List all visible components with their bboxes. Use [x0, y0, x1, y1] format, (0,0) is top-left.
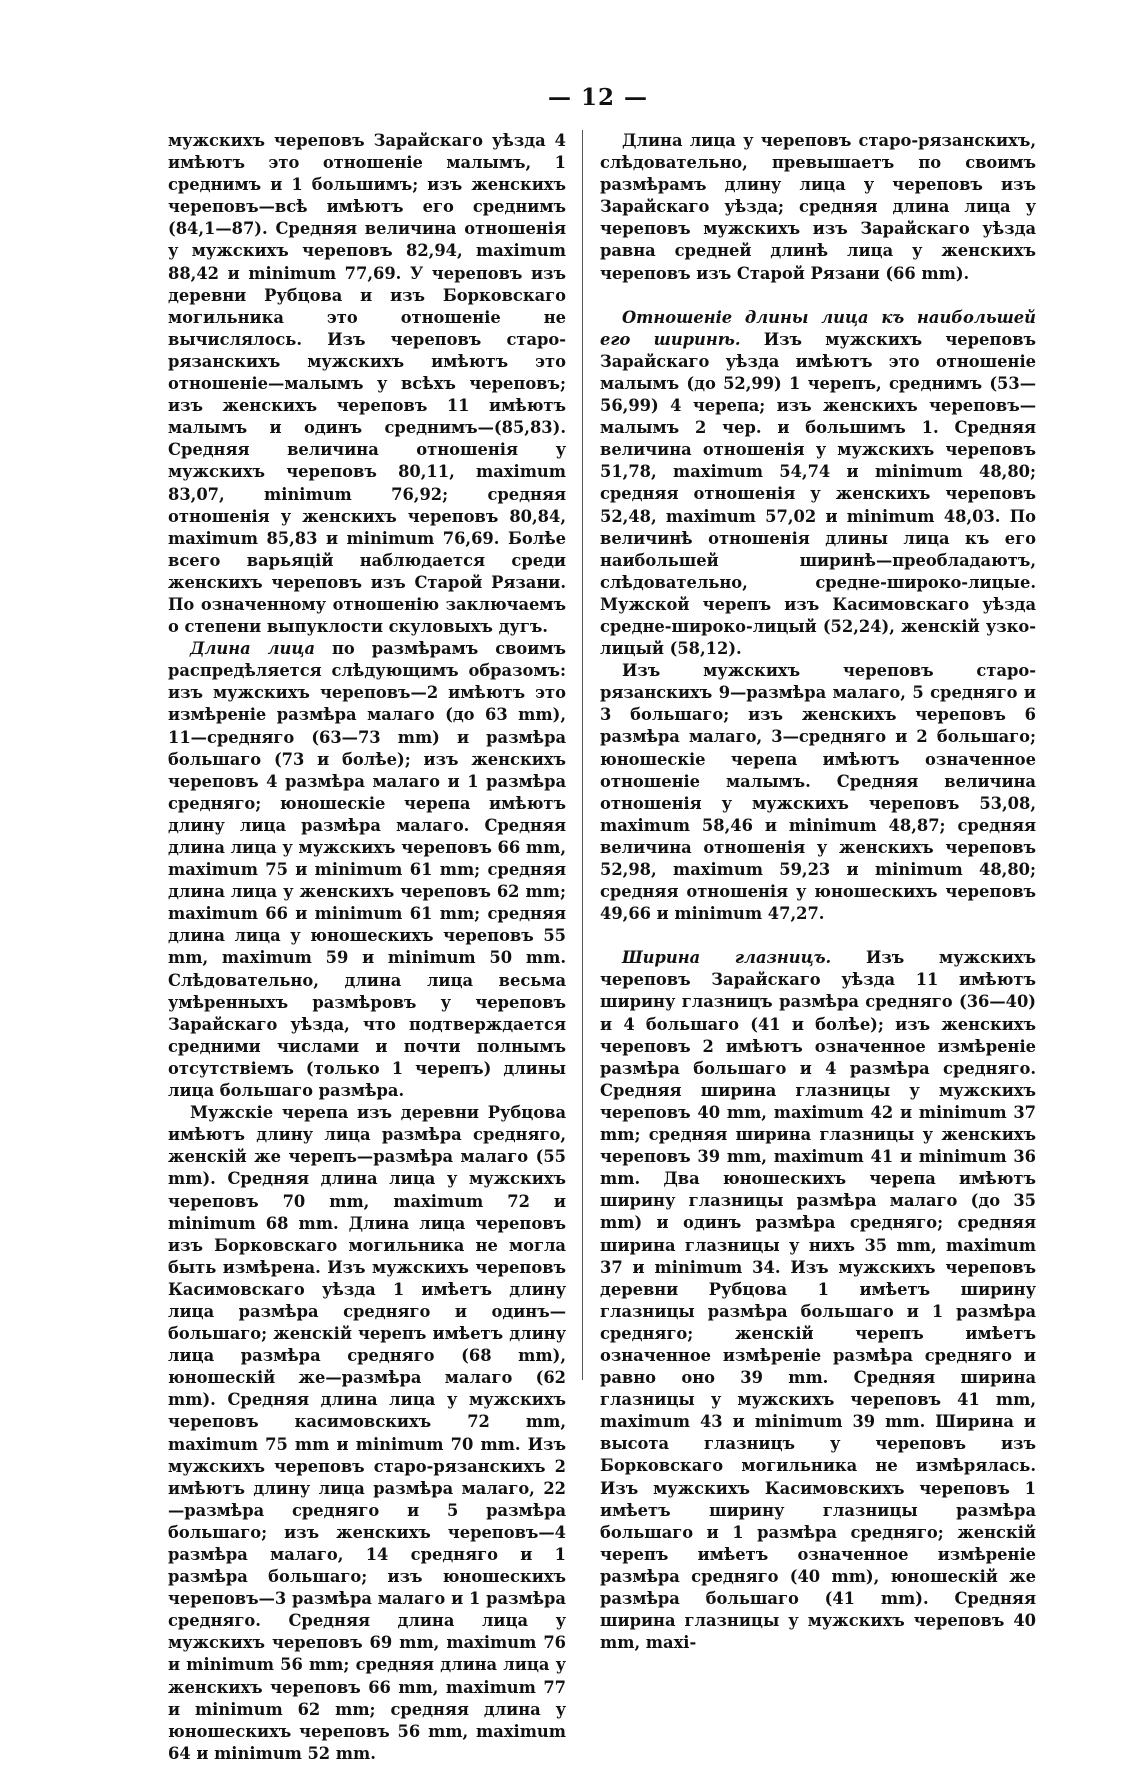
section-heading: Ширина глазницъ. — [622, 948, 832, 968]
left-column — [168, 130, 566, 1765]
section-heading: Отношеніе длины лица къ наибольшей его ширинѣ. — [600, 307, 1036, 349]
paragraph: Изъ мужскихъ череповъ старо-рязанскихъ 9—размѣра малаго, 5 средняго и 3 большаго; изъ женскихъ череповъ 6 размѣра малаго, 3—средняго и 2 большаго; юношескіе черепа имѣютъ означенное отношеніе малымъ. Средняя величина отношенія у мужскихъ череповъ 53,08, maximum 58,46 и minimum 48,87; средняя величина отношенія у женскихъ череповъ 52,98, maximum 59,23 и minimum 48,80; средняя отношенія у юношескихъ череповъ 49,66 и minimum 47,27. — [600, 661, 1036, 924]
page-number: — 12 — — [548, 84, 649, 111]
paragraph-text: Изъ мужскихъ череповъ Зарайскаго уѣзда имѣютъ это отношеніе малымъ (до 52,99) 1 черепъ, среднимъ (53—56,99) 4 черепа; изъ женскихъ череповъ—малымъ 2 чер. и большимъ 1. Средняя величина отношенія у мужскихъ череповъ 51,78, maximum 54,74 и minimum 48,80; средняя отношенія у женскихъ череповъ 52,48, maximum 57,02 и minimum 48,03. По величинѣ отношенія длины лица къ его наибольшей ширинѣ—преобладаютъ, слѣдовательно, средне-широко-лицые. Мужской черепъ изъ Касимовскаго уѣзда средне-широко-лицый (52,24), женскій узко-лицый (58,12). — [600, 329, 1036, 659]
column-divider — [582, 130, 583, 1380]
section-heading: Длина лица — [190, 639, 316, 659]
paragraph-orbit-width — [600, 947, 1036, 1654]
paragraph: Длина лица у череповъ старо-рязанскихъ, слѣдовательно, превышаетъ по своимъ размѣрамъ длину лица у череповъ изъ Зарайскаго уѣзда; средняя длина лица у череповъ мужскихъ изъ Зарайскаго уѣзда равна средней длинѣ лица у женскихъ череповъ изъ Старой Рязани (66 mm). — [600, 131, 1036, 283]
paragraph: мужскихъ череповъ Зарайскаго уѣзда 4 имѣютъ это отношеніе малымъ, 1 среднимъ и 1 большимъ; изъ женскихъ череповъ—всѣ имѣютъ его среднимъ (84,1—87). Средняя величина отношенія у мужскихъ череповъ 82,94, maximum 88,42 и minimum 77,69. У череповъ изъ деревни Рубцова и изъ Борковскаго могильника это отношеніе не вычислялось. Изъ череповъ старо-рязанскихъ мужскихъ имѣютъ это отношеніе—малымъ у всѣхъ череповъ; изъ женскихъ череповъ 11 имѣютъ малымъ и одинъ среднимъ—(85,83). Средняя величина отношенія у мужскихъ череповъ 80,11, maximum 83,07, minimum 76,92; средняя отношенія у женскихъ череповъ 80,84, maximum 85,83 и minimum 76,69. Болѣе всего варьяцій наблюдается среди женскихъ череповъ изъ Старой Рязани. По означенному отношенію заключаемъ о степени выпуклости скуловыхъ дугъ. — [168, 131, 566, 637]
right-column — [600, 130, 1036, 1654]
paragraph-face-ratio — [600, 307, 1036, 661]
paragraph: Мужскіе черепа изъ деревни Рубцова имѣютъ длину лица размѣра средняго, женскій же черепъ—размѣра малаго (55 mm). Средняя длина лица у мужскихъ череповъ 70 mm, maximum 72 и minimum 68 mm. Длина лица череповъ изъ Борковскаго могильника не могла быть измѣрена. Изъ мужскихъ череповъ Касимовскаго уѣзда 1 имѣетъ длину лица размѣра средняго и одинъ—большаго; женскій черепъ имѣетъ длину лица размѣра средняго (68 mm), юношескій же—размѣра малаго (62 mm). Средняя длина лица у мужскихъ череповъ касимовскихъ 72 mm, maximum 75 mm и minimum 70 mm. Изъ мужскихъ череповъ старо-рязанскихъ 2 имѣютъ длину лица размѣра малаго, 22—размѣра средняго и 5 размѣра большаго; изъ женскихъ череповъ—4 размѣра малаго, 14 средняго и 1 размѣра большаго; изъ юношескихъ череповъ—3 размѣра малаго и 1 размѣра средняго. Средняя длина лица у мужскихъ череповъ 69 mm, maximum 76 и minimum 56 mm; средняя длина лица у женскихъ череповъ 66 mm, maximum 77 и minimum 62 mm; средняя длина у юношескихъ череповъ 56 mm, maximum 64 и minimum 52 mm. — [168, 1103, 566, 1763]
paragraph-text: Изъ мужскихъ череповъ Зарайскаго уѣзда 11 имѣютъ ширину глазницъ размѣра средняго (36—40) и 4 большаго (41 и болѣе); изъ женскихъ череповъ 2 имѣютъ означенное измѣреніе размѣра большаго и 4 размѣра средняго. Средняя ширина глазницы у мужскихъ череповъ 40 mm, maximum 42 и minimum 37 mm; средняя ширина глазницы у женскихъ череповъ 39 mm, maximum 41 и minimum 36 mm. Два юношескихъ черепа имѣютъ ширину глазницы размѣра малаго (до 35 mm) и одинъ размѣра средняго; средняя ширина глазницы у нихъ 35 mm, maximum 37 и minimum 34. Изъ мужскихъ череповъ деревни Рубцова 1 имѣетъ ширину глазницы размѣра большаго и 1 размѣра средняго; женскій черепъ имѣетъ означенное измѣреніе размѣра средняго и равно оно 39 mm. Средняя ширина глазницы у мужскихъ череповъ 41 mm, maximum 43 и minimum 39 mm. Ширина и высота глазницъ у череповъ изъ Борковскаго могильника не измѣрялась. Изъ мужскихъ Касимовскихъ череповъ 1 имѣетъ ширину глазницы размѣра большаго и 1 размѣра средняго; женскій черепъ имѣетъ означенное измѣреніе размѣра средняго (40 mm), юношескій же размѣра большаго (41 mm). Средняя ширина глазницы у мужскихъ череповъ 40 mm, maxi- — [600, 948, 1036, 1653]
paragraph-text: по размѣрамъ своимъ распредѣляется слѣдующимъ образомъ: изъ мужскихъ череповъ—2 имѣютъ это измѣреніе размѣра малаго (до 63 mm), 11—средняго (63—73 mm) и размѣра большаго (73 и болѣе); изъ женскихъ череповъ 4 размѣра малаго и 1 размѣра средняго; юношескіе черепа имѣютъ длину лица размѣра малаго. Средняя длина лица у мужскихъ череповъ 66 mm, maximum 75 и minimum 61 mm; средняя длина лица у женскихъ череповъ 62 mm; maximum 66 и minimum 61 mm; средняя длина лица у юношескихъ череповъ 55 mm, maximum 59 и minimum 50 mm. Слѣдовательно, длина лица весьма умѣренныхъ размѣровъ у череповъ Зарайскаго уѣзда, что подтверждается средними числами и почти полнымъ отсутствіемъ (только 1 черепъ) длины лица большаго размѣра. — [168, 639, 566, 1101]
paragraph-face-length — [168, 638, 566, 1102]
